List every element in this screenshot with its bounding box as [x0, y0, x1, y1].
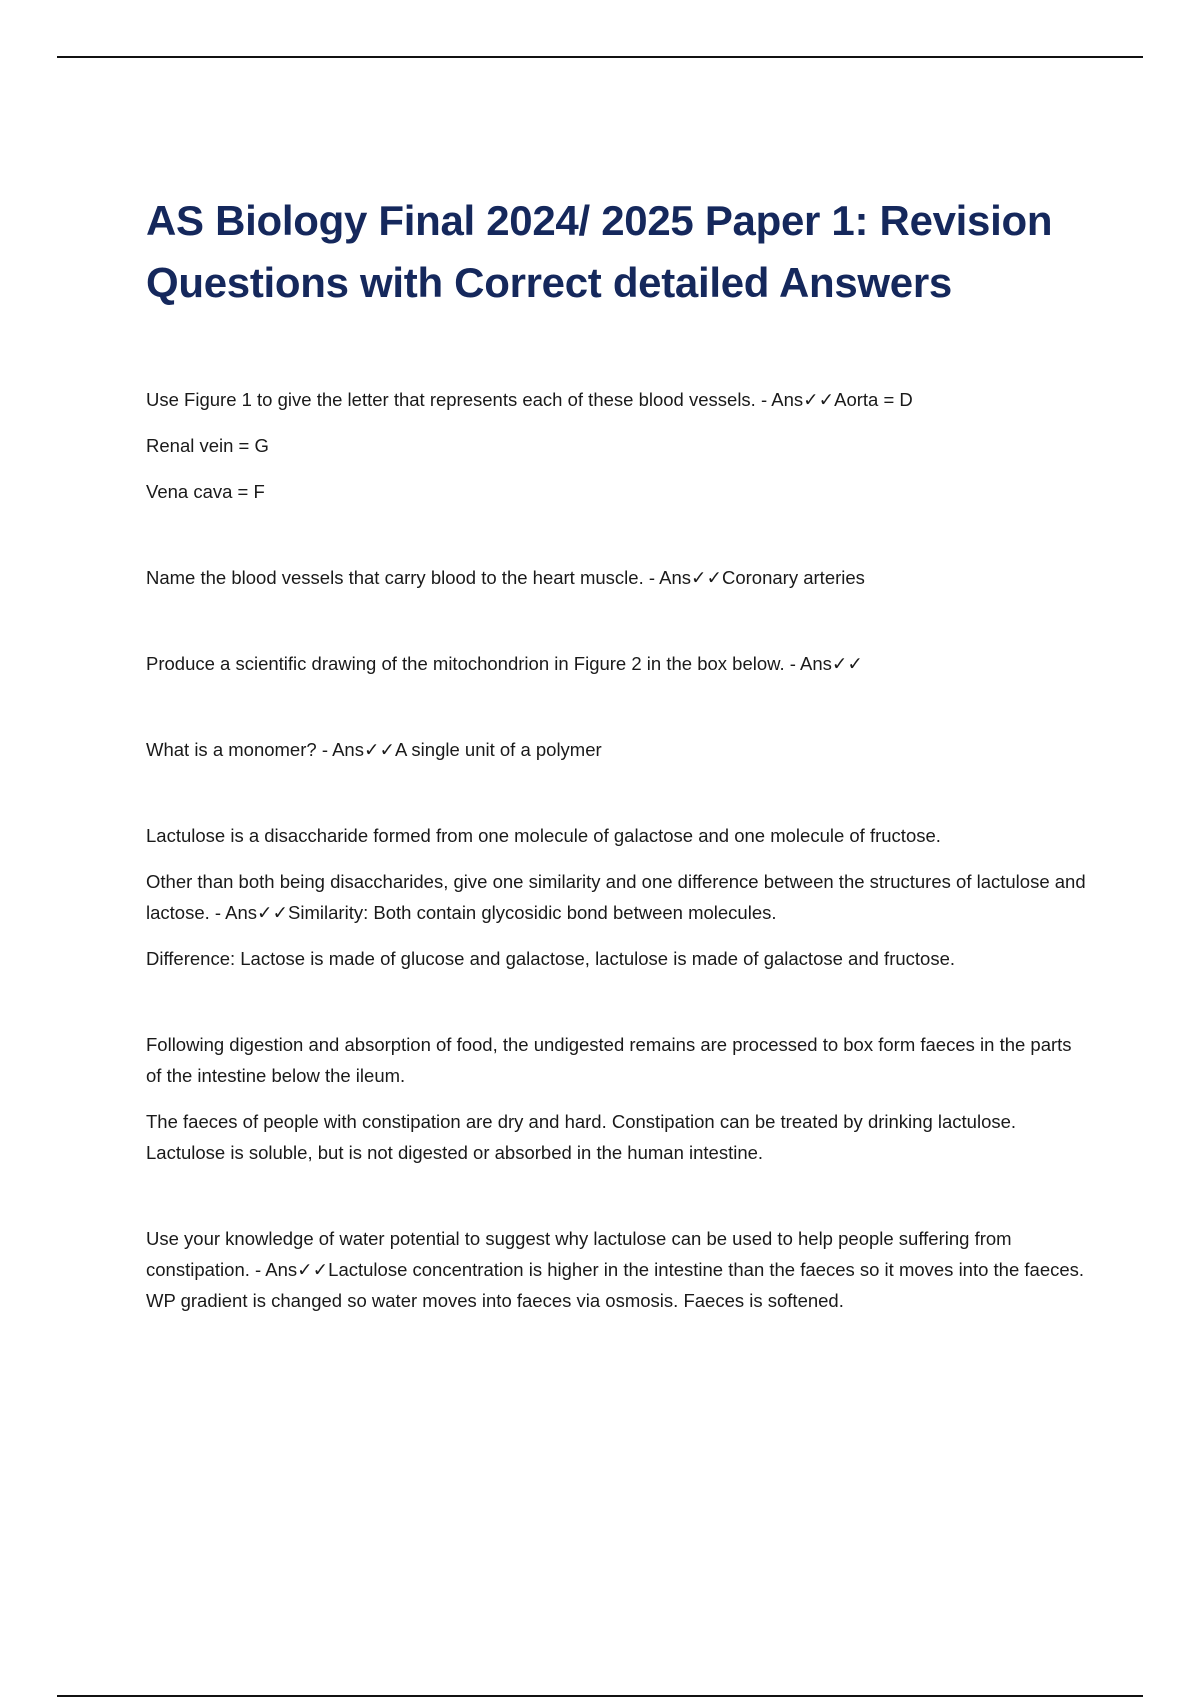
qa-paragraph: Following digestion and absorption of food, the undigested remains are processed to box form faeces in the parts of the intestine below the ileum.	[146, 1034, 1072, 1086]
qa-paragraph: What is a monomer? - Ans✓✓A single unit of a polymer	[146, 739, 602, 760]
qa-paragraph: Vena cava = F	[146, 481, 265, 502]
qa-paragraph: Lactulose is a disaccharide formed from one molecule of galactose and one molecule of fructose.	[146, 825, 941, 846]
qa-item	[146, 1029, 1086, 1168]
qa-paragraph: The faeces of people with constipation are dry and hard. Constipation can be treated by drinking lactulose. Lactulose is soluble, but is not digested or absorbed in the human intestine.	[146, 1111, 1017, 1163]
qa-item	[146, 734, 1086, 765]
qa-item	[146, 820, 1086, 974]
document-title	[146, 190, 1086, 314]
qa-paragraph: Use your knowledge of water potential to suggest why lactulose can be used to help people suffering from constipation. - Ans✓✓Lactulose concentration is higher in the intestine than the faeces so it moves into the faeces. WP gradient is changed so water moves into faeces via osmosis. Faeces is softened.	[146, 1228, 1085, 1311]
qa-item	[146, 648, 1086, 679]
qa-paragraph: Renal vein = G	[146, 435, 269, 456]
qa-paragraph: Difference: Lactose is made of glucose and galactose, lactulose is made of galactose and fructose.	[146, 948, 955, 969]
qa-item	[146, 562, 1086, 593]
qa-paragraph: Name the blood vessels that carry blood to the heart muscle. - Ans✓✓Coronary arteries	[146, 567, 865, 588]
title-line: Questions with Correct detailed Answers	[146, 259, 952, 306]
qa-item	[146, 1223, 1086, 1316]
qa-paragraph: Other than both being disaccharides, give one similarity and one difference between the structures of lactulose and lactose. - Ans✓✓Similarity: Both contain glycosidic bond between molecules.	[146, 871, 1086, 923]
qa-list	[146, 384, 1086, 1316]
qa-paragraph: Use Figure 1 to give the letter that represents each of these blood vessels. - Ans✓✓Aorta = D	[146, 389, 913, 410]
qa-item	[146, 384, 1086, 507]
qa-paragraph: Produce a scientific drawing of the mitochondrion in Figure 2 in the box below. - Ans✓✓	[146, 653, 863, 674]
title-line: AS Biology Final 2024/ 2025 Paper 1: Revision	[146, 197, 1053, 244]
bottom-rule	[57, 1695, 1143, 1697]
document-body	[146, 190, 1086, 1371]
top-rule	[57, 56, 1143, 58]
